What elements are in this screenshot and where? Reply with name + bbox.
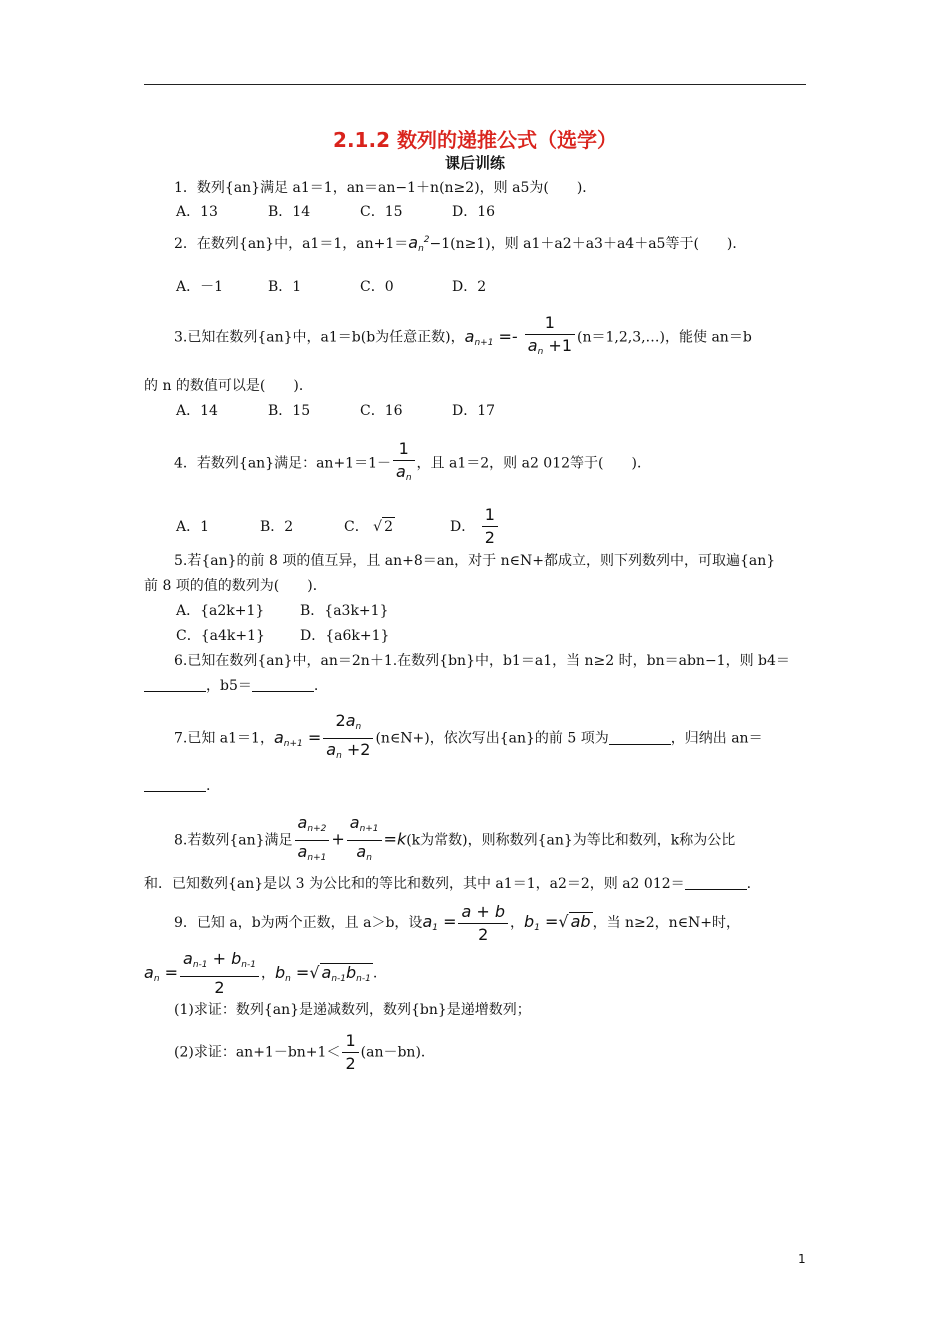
page-number: 1 bbox=[798, 1252, 806, 1266]
question-5-line-1: 5.若{an}的前 8 项的值互异，且 an+8＝an，对于 n∈N+都成立，则下列数列中，可取遍{an} bbox=[174, 553, 776, 569]
header-rule bbox=[144, 84, 806, 85]
q7-stem-part-c: ，归纳出 an＝ bbox=[670, 730, 763, 747]
q7-formula: $a_{n+1}$ = bbox=[273, 727, 322, 749]
question-9-part-1: (1)求证：数列{an}是递减数列，数列{bn}是递增数列； bbox=[174, 1002, 531, 1018]
q1-option-c: C．15 bbox=[360, 204, 403, 220]
q8-stem-part-b: (k为常数)，则称数列{an}为等比和数列，k称为公比 bbox=[406, 832, 736, 849]
question-6-line-2: ，b5＝ . bbox=[144, 676, 814, 696]
q7-stem-part-b: (n∈N+)，依次写出{an}的前 5 项为 bbox=[375, 730, 609, 747]
question-9-part-2 bbox=[174, 1030, 844, 1075]
q9-stem-part-a: 9．已知 a，b为两个正数，且 a＞b，设 bbox=[174, 915, 423, 931]
question-8-line-2: 和．已知数列{an}是以 3 为公比和的等比和数列，其中 a1＝1，a2＝2，则 a2 012＝ . bbox=[144, 876, 752, 892]
q3-formula: $a_{n+1}$ =- bbox=[464, 326, 523, 348]
question-4-options bbox=[176, 504, 500, 549]
q3-stem-part-b: (n＝1,2,3,…)，能使 an＝b bbox=[577, 329, 752, 346]
q4-fraction: $\frac{1}{a_n}$ bbox=[393, 438, 415, 489]
q7-answer-blank-2[interactable] bbox=[144, 777, 206, 792]
q3-fraction: $\frac{1}{a_n +1}$ bbox=[525, 312, 575, 363]
question-2-options bbox=[176, 277, 486, 297]
q9-part-2-a: (2)求证：an+1－bn+1＜ bbox=[174, 1044, 341, 1061]
question-4-stem bbox=[174, 438, 844, 489]
q2-option-b: B．1 bbox=[268, 279, 302, 295]
q8-fraction-2: $\frac{a_{n+1}}{a_n}$ bbox=[347, 812, 382, 869]
q9-half-fraction: $\frac{1}{2}$ bbox=[342, 1030, 358, 1075]
question-5-options-row-1 bbox=[176, 601, 388, 621]
question-3-stem-cont: 的 n 的数值可以是( )． bbox=[144, 378, 313, 394]
q7-stem-part-a: 7.已知 a1＝1， bbox=[174, 730, 274, 747]
q4-stem-part-a: 4．若数列{an}满足：an+1＝1－ bbox=[174, 455, 391, 472]
q4-stem-part-b: ，且 a1＝2，则 a2 012等于( )． bbox=[416, 455, 651, 472]
question-1-stem: 1．数列{an}满足 a1＝1，an＝an−1＋n(n≥2)，则 a5为( )． bbox=[174, 180, 597, 196]
q3-stem-part-a: 3.已知在数列{an}中，a1＝b(b为任意正数)， bbox=[174, 329, 465, 346]
q2-stem-part-b: −1(n≥1)，则 a1＋a2＋a3＋a4＋a5等于( )． bbox=[429, 236, 747, 252]
q2-stem-part-a: 2．在数列{an}中，a1＝1，an+1＝ bbox=[174, 236, 409, 252]
question-2-stem bbox=[174, 230, 844, 259]
q8-stem-part-a: 8.若数列{an}满足 bbox=[174, 832, 293, 849]
q8-answer-blank[interactable] bbox=[685, 875, 747, 890]
question-6-line-1: 6.已知在数列{an}中，an＝2n＋1.在数列{bn}中，b1＝a1，当 n≥2 时，bn＝abn−1，则 b4＝ bbox=[174, 653, 790, 669]
q9-an-fraction: $\frac{a_{n-1} + b_{n-1}}{2}$ bbox=[180, 948, 259, 999]
q4-option-a: A．1 bbox=[176, 518, 210, 535]
question-3-options bbox=[176, 401, 495, 421]
q5-option-d: D．{a6k+1} bbox=[300, 628, 390, 644]
question-9-formulas: $a_n$ = $\frac{a_{n-1} + b_{n-1}}{2}$ ，$b_n$ =√ $a_{n-1}b_{n-1}$ . bbox=[144, 949, 378, 997]
question-7-line-2: . bbox=[144, 776, 814, 796]
q4-option-c: C． √ 2 bbox=[344, 518, 394, 535]
q9-stem-part-b: ，当 n≥2，n∈N+时， bbox=[592, 915, 741, 931]
q4-sqrt-value: 2 bbox=[384, 518, 394, 535]
q8-fraction-1: $\frac{a_{n+2}}{a_{n+1}}$ bbox=[295, 812, 330, 869]
q3-option-a: A．14 bbox=[176, 403, 218, 419]
q4-option-b: B．2 bbox=[260, 518, 294, 535]
q3-option-b: B．15 bbox=[268, 403, 311, 419]
q2-option-a: A．－1 bbox=[176, 279, 224, 295]
q6-answer-blank-1[interactable] bbox=[144, 677, 206, 692]
q2-option-c: C．0 bbox=[360, 279, 394, 295]
question-9-stem: 9．已知 a，b为两个正数，且 a＞b，设$a_1$ = $\frac{a + b}{2}$ ，$b_1$ =√ ab ，当 n≥2，n∈N+时， bbox=[174, 901, 741, 944]
q2-option-d: D．2 bbox=[452, 279, 487, 295]
question-5-options-row-2 bbox=[176, 626, 389, 646]
q9-a1-fraction: $\frac{a + b}{2}$ bbox=[458, 901, 508, 946]
q1-option-a: A．13 bbox=[176, 204, 218, 220]
question-3-stem bbox=[174, 312, 844, 365]
question-5-line-2: 前 8 项的值的数列为( )． bbox=[144, 578, 327, 594]
q2-formula: $a_n^2$ bbox=[408, 233, 430, 254]
q1-option-d: D．16 bbox=[452, 204, 496, 220]
page-title: 2.1.2 数列的递推公式（选学） bbox=[333, 128, 617, 152]
q3-option-d: D．17 bbox=[452, 403, 496, 419]
q6-answer-blank-2[interactable] bbox=[252, 677, 314, 692]
question-8-stem: 8.若数列{an}满足 $\frac{a_{n+2}}{a_{n+1}}$ + $\frac{a_{n+1}}{a_n}$ =k(k为常数)，则称数列{an}为等比和数列，k称为公比 bbox=[174, 812, 844, 869]
q5-option-c: C．{a4k+1} bbox=[176, 628, 265, 644]
question-7-stem bbox=[174, 710, 844, 767]
question-1-options bbox=[176, 202, 495, 222]
page-subtitle: 课后训练 bbox=[444, 154, 505, 172]
q7-fraction: $\frac{2a_n}{a_n +2}$ bbox=[323, 710, 373, 767]
q1-option-b: B．14 bbox=[268, 204, 311, 220]
q4-option-d: D． $\frac{1}{2}$ bbox=[450, 504, 500, 549]
q7-answer-blank-1[interactable] bbox=[609, 730, 671, 745]
q3-option-c: C．16 bbox=[360, 403, 403, 419]
q9-part-2-b: (an－bn)． bbox=[360, 1044, 435, 1061]
q4-half-fraction: $\frac{1}{2}$ bbox=[482, 504, 498, 549]
q5-option-b: B．{a3k+1} bbox=[300, 603, 389, 619]
q5-option-a: A．{a2k+1} bbox=[176, 603, 265, 619]
